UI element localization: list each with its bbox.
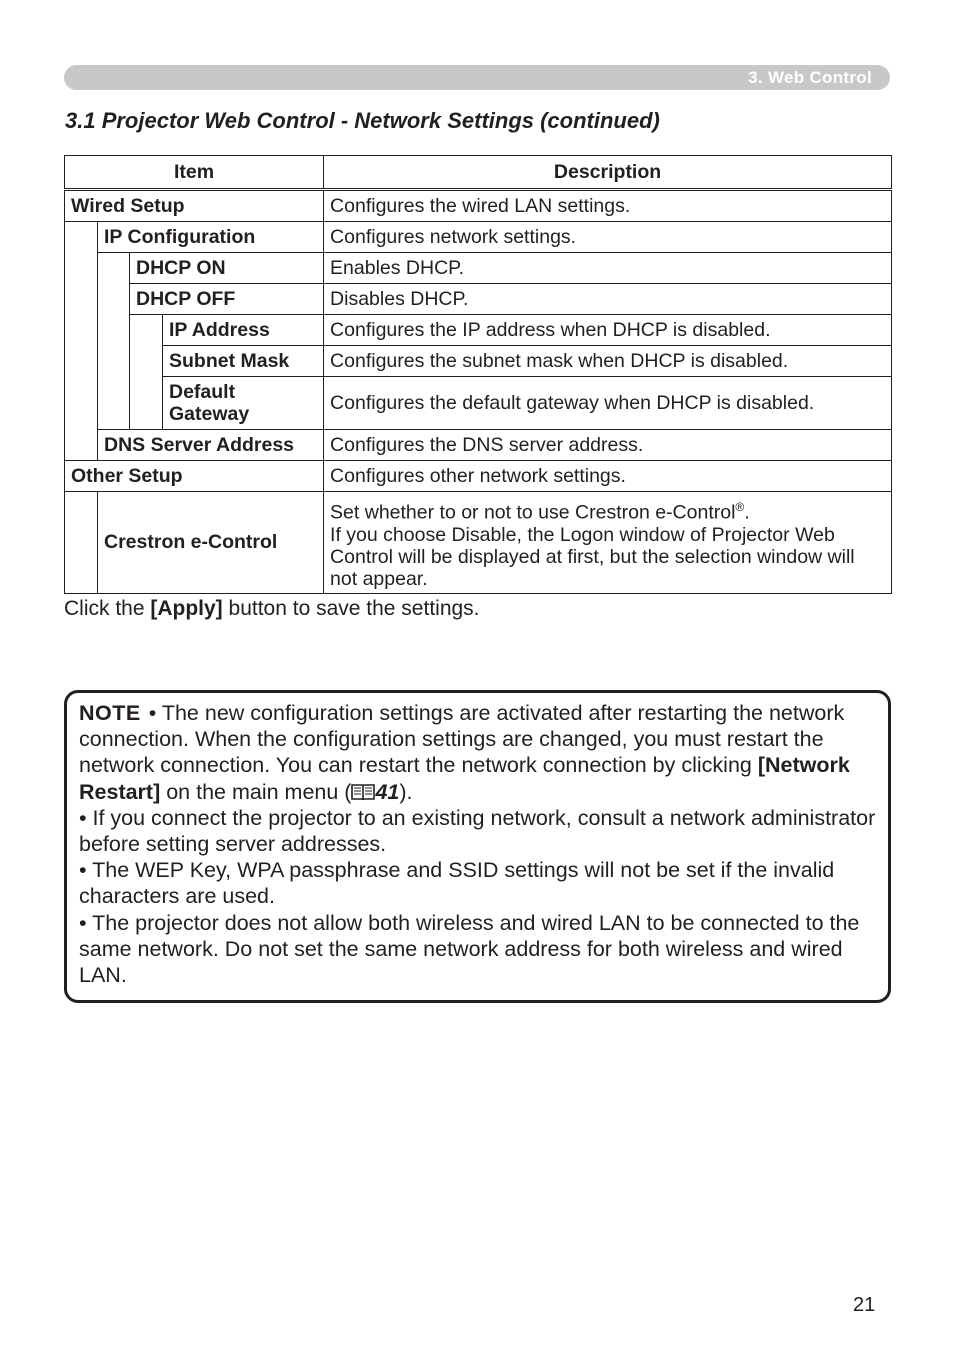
indent-cell [130, 315, 163, 430]
item-ip-address: IP Address [163, 315, 324, 346]
column-header-item: Item [65, 156, 324, 190]
network-restart-label: [Network Restart] [79, 753, 850, 804]
desc-ip-configuration: Configures network settings. [324, 222, 892, 253]
table-row [65, 315, 892, 346]
desc-ip-address: Configures the IP address when DHCP is disabled. [324, 315, 892, 346]
table-row [65, 346, 892, 377]
desc-crestron-line1-end: . [744, 501, 750, 524]
indent-cell [98, 253, 130, 430]
table-row [65, 377, 892, 430]
desc-crestron-line2: If you choose Disable, the Logon window of Projector Web Control will be displayed at first, but the selection window will not appear. [330, 523, 855, 590]
note-p1-post: ). [399, 779, 413, 804]
desc-dhcp-on: Enables DHCP. [324, 253, 892, 284]
table-row [65, 284, 892, 315]
desc-dhcp-off: Disables DHCP. [324, 284, 892, 315]
item-wired-setup: Wired Setup [65, 190, 324, 222]
note-paragraph-4: • The projector does not allow both wireless and wired LAN to be connected to the same network. Do not set the same network address for both wireless and wired LAN. [79, 910, 860, 988]
section-title: 3.1 Projector Web Control - Network Settings (continued) [65, 108, 660, 133]
table-header-row [65, 156, 892, 190]
chapter-header-bar [64, 65, 890, 90]
apply-text-post: button to save the settings. [222, 597, 480, 620]
book-icon [351, 783, 375, 801]
table-row [65, 190, 892, 222]
column-header-description: Description [324, 156, 892, 190]
item-subnet-mask: Subnet Mask [163, 346, 324, 377]
apply-text-pre: Click the [64, 597, 151, 620]
indent-cell [65, 492, 98, 594]
item-ip-configuration: IP Configuration [98, 222, 324, 253]
item-default-gateway: Default Gateway [163, 377, 324, 430]
apply-instruction [64, 597, 480, 621]
registered-mark: ® [735, 500, 745, 514]
item-dhcp-on: DHCP ON [130, 253, 324, 284]
desc-dns-server-address: Configures the DNS server address. [324, 430, 892, 461]
settings-table [64, 155, 892, 594]
desc-subnet-mask: Configures the subnet mask when DHCP is disabled. [324, 346, 892, 377]
item-crestron-e-control: Crestron e-Control [98, 492, 324, 594]
note-box [64, 690, 891, 1003]
table-row [65, 492, 892, 594]
note-p1-text: • The new configuration settings are activated after restarting the network connection. When the configuration settings are changed, you must restart the network connection. You can restart the network connection by clicking [79, 701, 845, 778]
table-row [65, 461, 892, 492]
item-other-setup: Other Setup [65, 461, 324, 492]
desc-other-setup: Configures other network settings. [324, 461, 892, 492]
item-dhcp-off: DHCP OFF [130, 284, 324, 315]
table-row [65, 430, 892, 461]
item-dns-server-address: DNS Server Address [98, 430, 324, 461]
chapter-title: 3. Web Control [748, 68, 872, 87]
apply-button-label: [Apply] [150, 597, 223, 620]
note-paragraph-1 [79, 700, 876, 805]
table-row [65, 222, 892, 253]
note-label: NOTE [79, 701, 141, 725]
note-paragraph-2: • If you connect the projector to an existing network, consult a network administrator before setting server addresses. [79, 805, 876, 857]
table-row [65, 253, 892, 284]
desc-crestron-line1: Set whether to or not to use Crestron e-Control [330, 501, 736, 524]
note-p1-mid: on the main menu ( [160, 779, 352, 804]
page-number: 21 [853, 1294, 876, 1316]
desc-default-gateway: Configures the default gateway when DHCP is disabled. [324, 377, 892, 430]
desc-wired-setup: Configures the wired LAN settings. [324, 190, 892, 222]
note-paragraph-3: • The WEP Key, WPA passphrase and SSID settings will not be set if the invalid characters are used. [79, 858, 835, 909]
desc-crestron-e-control [324, 492, 892, 594]
page-reference[interactable]: 41 [375, 779, 400, 804]
indent-cell [65, 222, 98, 461]
